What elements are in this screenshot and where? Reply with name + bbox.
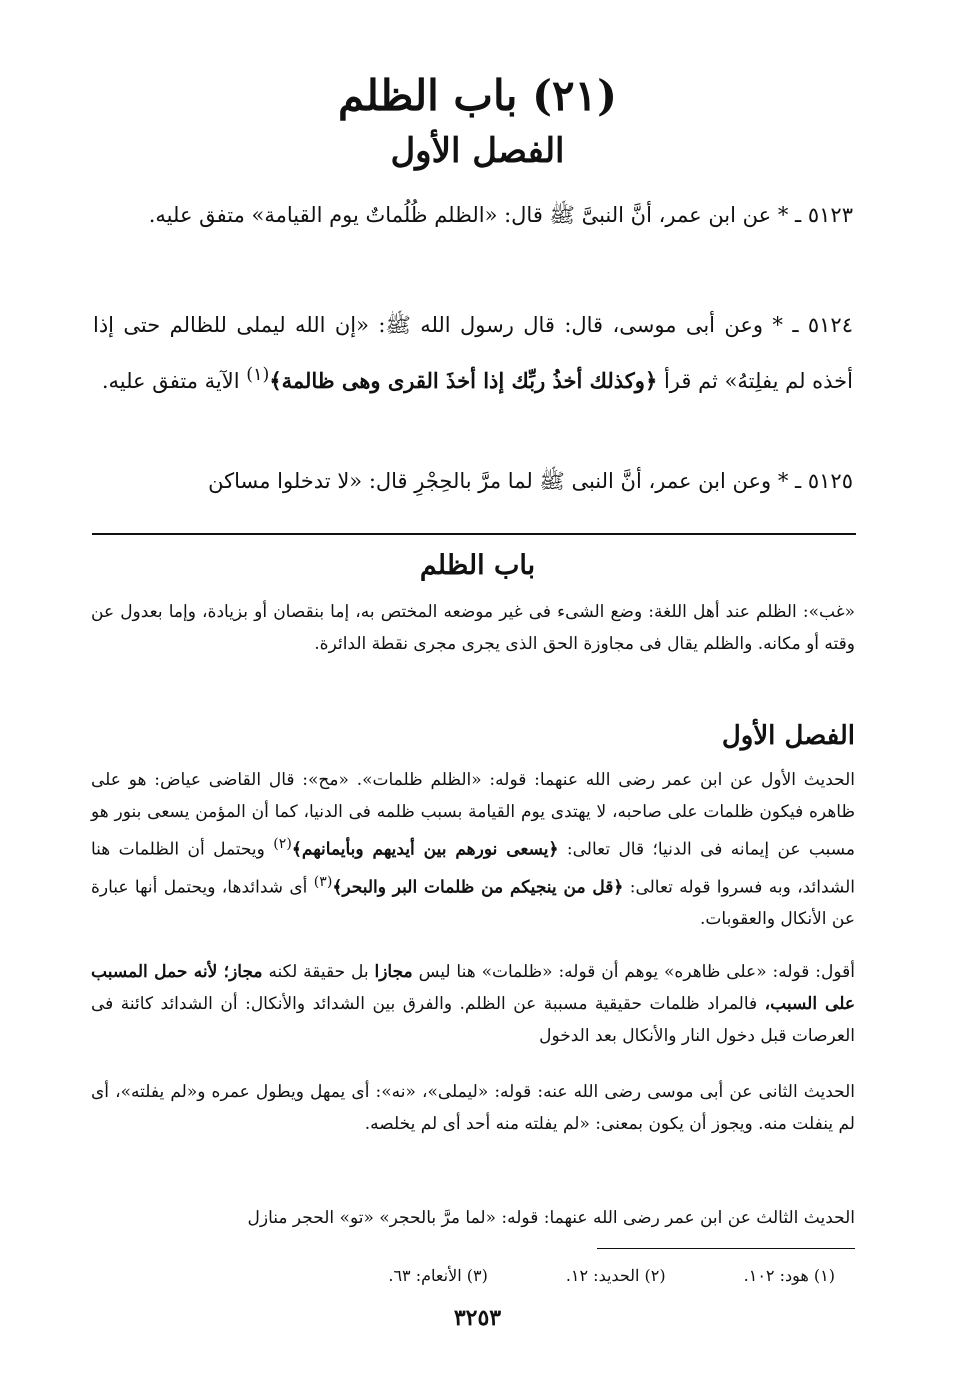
bold-term: مجازا bbox=[374, 962, 413, 982]
commentary-subhead: الفصل الأول bbox=[721, 721, 855, 751]
quran-verse: ﴿وكذلك أخذُ ربِّك إذا أخذَ القرى وهى ظالمة﴾ bbox=[269, 368, 658, 393]
hadith-number: ٥١٢٣ ـ bbox=[795, 203, 853, 227]
footnote-3: (٣) الأنعام: ٦٣. bbox=[388, 1266, 488, 1285]
commentary-paragraph-3: الحديث الثانى عن أبى موسى رضى الله عنه: قوله: «ليملى»، «نه»: أى يمهل ويطول عمره و«لم يفلته»، أى لم ينفلت منه. ويجوز أن يكون بمعنى: «لم يفلته منه أحد أى لم يخلصه. bbox=[91, 1082, 855, 1134]
hadith-text: * وعن ابن عمر، أنَّ النبى ﷺ لما مرَّ بالحِجْرِ قال: «لا تدخلوا مساكن bbox=[208, 469, 789, 493]
footnote-rule bbox=[597, 1248, 855, 1249]
text-run: أقول: قوله: «على ظاهره» يوهم أن قوله: «ظلمات» هنا ليس bbox=[418, 962, 856, 982]
intro-paragraph: «غب»: الظلم عند أهل اللغة: وضع الشىء فى غير موضعه المختص به، إما بنقصان أو بزيادة، وإما بعدول عن وقته أو مكانه. والظلم يقال فى مجاوزة الحق الذى يجرى مجرى نقطة الدائرة. bbox=[91, 602, 855, 654]
commentary-paragraph-1 bbox=[91, 764, 855, 935]
text-run: الحديث الأول عن ابن عمر رضى الله عنهما: قوله: «الظلم ظلمات». «مح»: قال القاضى عياض: هو على ظاهره فيكون ظلمات على صاحبه، لا يهتدى يوم القيامة بسبب ظلمه فى الدنيا، كما أن المؤمن يسعى بنور هو مسبب عن إيمانه فى الدنيا؛ قال تعالى: bbox=[91, 770, 856, 860]
footnote-mark: (٢) bbox=[273, 836, 292, 852]
text-run: أى شدائدها، ويحتمل أنها عبارة عن الأنكال والعقوبات. bbox=[91, 877, 855, 930]
hadith-number: ٥١٢٤ ـ bbox=[792, 313, 853, 337]
page-number: ٣٢٥٣ bbox=[453, 1305, 502, 1331]
footnote-2: (٢) الحديد: ١٢. bbox=[565, 1266, 666, 1285]
chapter-title: (٢١) باب الظلم bbox=[338, 71, 617, 120]
commentary-paragraph-4: الحديث الثالث عن ابن عمر رضى الله عنهما: قوله: «لما مرَّ بالحجر» «تو» الحجر منازل bbox=[247, 1208, 855, 1228]
quran-verse: ﴿قل من ينجيكم من ظلمات البر والبحر﴾ bbox=[332, 877, 624, 898]
section-divider bbox=[92, 533, 856, 535]
commentary-paragraph-2 bbox=[91, 956, 855, 1052]
bold-term: مجاز؛ لأنه حمل المسبب على السبب، bbox=[91, 962, 855, 1014]
footnote-mark: (١) bbox=[246, 365, 270, 385]
footnote-1: (١) هود: ١٠٢. bbox=[743, 1266, 835, 1285]
footnote-mark: (٣) bbox=[313, 873, 333, 890]
text-run: بل حقيقة لكنه bbox=[268, 962, 369, 982]
hadith-text: * عن ابن عمر، أنَّ النبىَّ ﷺ قال: «الظلم ظُلُماتٌ يوم القيامة» متفق عليه. bbox=[148, 203, 789, 227]
commentary-title: باب الظلم bbox=[419, 550, 536, 581]
hadith-5125 bbox=[93, 456, 853, 506]
quran-verse: ﴿يسعى نورهم بين أيديهم وبأيمانهم﴾ bbox=[291, 839, 559, 860]
hadith-number: ٥١٢٥ ـ bbox=[795, 469, 853, 493]
hadith-5123 bbox=[93, 190, 853, 240]
hadith-text-end: الآية متفق عليه. bbox=[101, 369, 240, 393]
footnotes bbox=[275, 1262, 835, 1290]
text-run: ويحتمل أن الظلمات هنا الشدائد، وبه فسروا قوله تعالى: bbox=[91, 839, 855, 898]
hadith-5124 bbox=[93, 300, 853, 406]
section-title: الفصل الأول bbox=[390, 131, 565, 171]
hadith-text: * وعن أبى موسى، قال: قال رسول الله ﷺ: «إن الله ليملى للظالم حتى إذا أخذه لم يفلِتهُ» ثم قرأ bbox=[93, 313, 853, 393]
text-run: فالمراد ظلمات حقيقية مسببة عن الظلم. والفرق بين الشدائد والأنكال: أن الشدائد كائنة فى العرصات قبل دخول النار والأنكال بعد الدخول bbox=[91, 994, 855, 1046]
